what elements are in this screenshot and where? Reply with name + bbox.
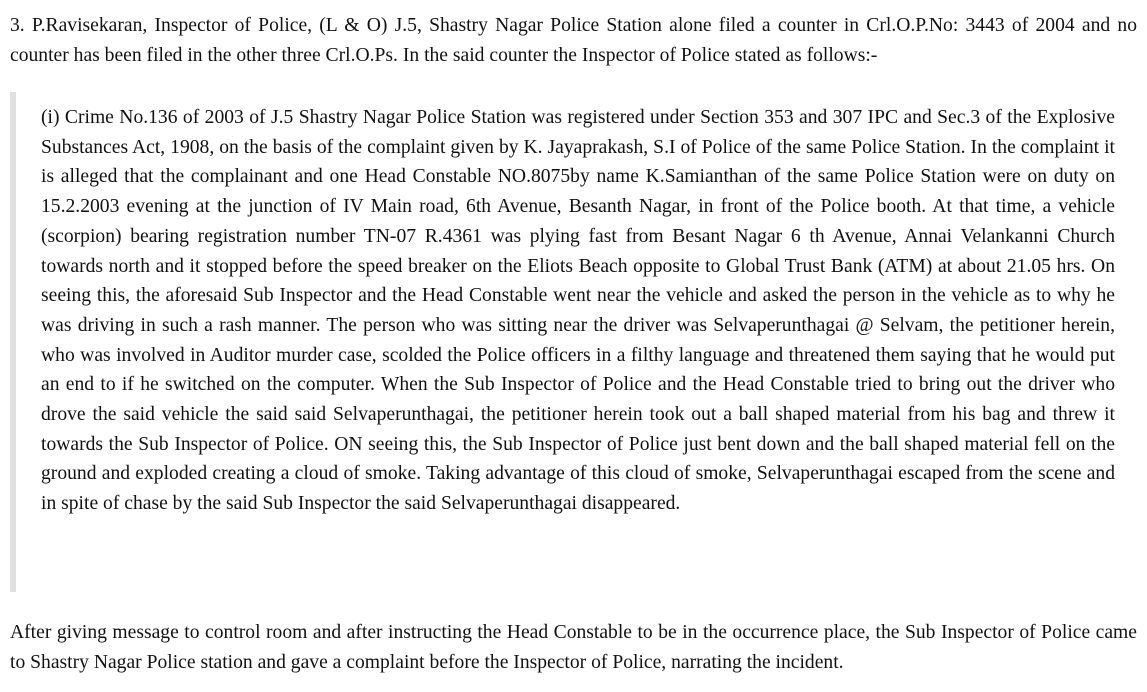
paragraph-quoted-counter: (i) Crime No.136 of 2003 of J.5 Shastry Nagar Police Station was registered under Section 353 and 307 IPC and Sec.3 of the Explosive Substances Act, 1908, on the basis of the complaint given by K. Jayaprakash, S.I of Police of the same Police Station. In the complaint it is alleged that the complainant and one Head Constable NO.8075by name K.Samianthan of the same Police Station were on duty on 15.2.2003 evening at the junction of IV Main road, 6th Avenue, Besanth Nagar, in front of the Police booth. At that time, a vehicle (scorpion) bearing registration number TN-07 R.4361 was plying fast from Besant Nagar 6 th Avenue, Annai Velankanni Church towards north and it stopped before the speed breaker on the Eliots Beach opposite to Global Trust Bank (ATM) at about 21.05 hrs. On seeing this, the aforesaid Sub Inspector and the Head Constable went near the vehicle and asked the person in the vehicle as to why he was driving in such a rash manner. The person who was sitting near the driver was Selvaperunthagai @ Selvam, the petitioner herein, who was involved in Auditor murder case, scolded the Police officers in a filthy language and threatened them saying that he would put an end to if he switched on the computer. When the Sub Inspector of Police and the Head Constable tried to bring out the driver who drove the said vehicle the said said Selvaperunthagai, the petitioner herein took out a ball shaped material from his bag and threw it towards the Sub Inspector of Police. ON seeing this, the Sub Inspector of Police just bent down and the ball shaped material fell on the ground and exploded creating a cloud of smoke. Taking advantage of this cloud of smoke, Selvaperunthagai escaped from the scene and in spite of chase by the said Sub Inspector the said Selvaperunthagai disappeared. [41,107,1115,515]
paragraph-intro: 3. P.Ravisekaran, Inspector of Police, (L & O) J.5, Shastry Nagar Police Station alone filed a counter in Crl.O.P.No: 3443 of 2004 and no counter has been filed in the other three Crl.O.Ps. In the said counter the Inspector of Police stated as follows:- [10,15,1137,66]
paragraph-closing: After giving message to control room and after instructing the Head Constable to be in the occurrence place, the Sub Inspector of Police came to Shastry Nagar Police station and gave a complaint before the Inspector of Police, narrating the incident. [10,622,1137,673]
blockquote [10,92,1117,592]
